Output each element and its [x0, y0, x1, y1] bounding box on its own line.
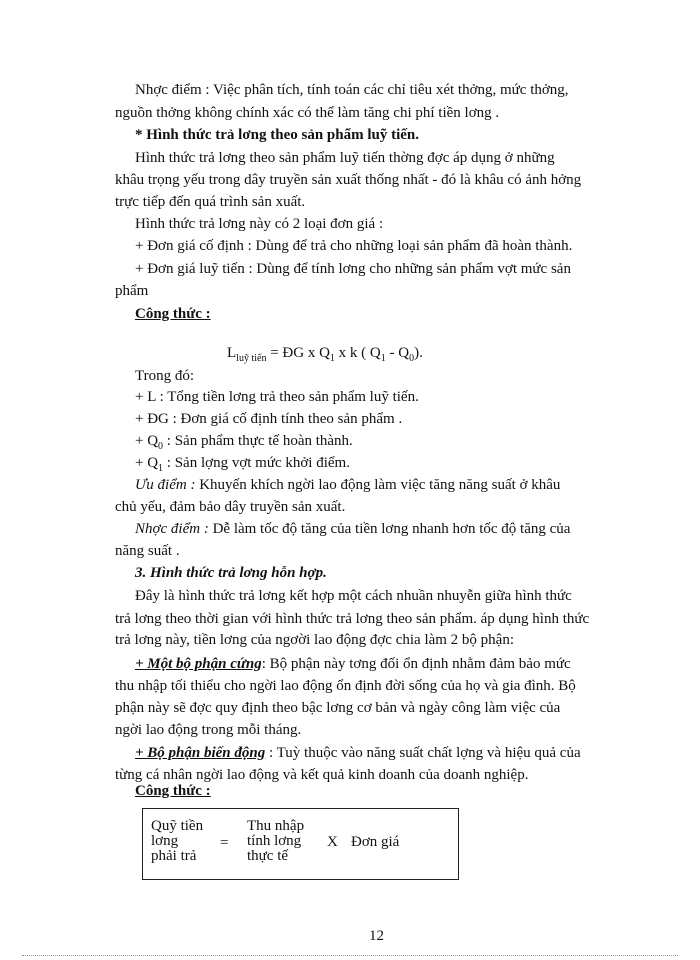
para-disadvantage-l1: Nhợc điểm : Việc phân tích, tính toán các chỉ tiêu xét thởng, mức thởng, [135, 82, 569, 98]
page-number: 12 [369, 928, 384, 944]
para-progressive-l3: trực tiếp đến quá trình sản xuất. [115, 194, 306, 210]
def-l: + L : Tổng tiền lơng trả theo sản phẩm luỹ tiến. [135, 389, 419, 405]
disadvantage2-l1: Nhợc điểm : Dễ làm tốc độ tăng của tiền lơng nhanh hơn tốc độ tăng của [135, 521, 571, 537]
box-left-2: lơng [151, 833, 179, 849]
para-mixed-l1: Đây là hình thức trả lơng kết hợp một cách nhuần nhuyễn giữa hình thức [135, 588, 572, 604]
variable-part-l1: + Bộ phận biến động : Tuỳ thuộc vào năng suất chất lợng và hiệu quả của [135, 745, 581, 761]
box-mid-1: Thu nhập [247, 818, 305, 834]
variable-part-l2: từng cá nhân ngời lao động và kết quả kinh doanh của doanh nghiệp. [115, 767, 529, 783]
def-dg: + ĐG : Đơn giá cố định tính theo sản phẩm . [135, 411, 403, 427]
formula-q1-sub: 1 [329, 353, 335, 364]
box-mid-3: thực tế [247, 848, 289, 864]
formula-l-sub: luỹ tiến [236, 353, 267, 364]
section-progressive-heading: * Hình thức trả lơng theo sản phẩm luỹ tiến. [135, 127, 420, 143]
where-label: Trong đó: [135, 368, 195, 384]
advantage-l2: chủ yếu, đảm bảo dây truyền sản xuất. [115, 499, 346, 515]
box-left-1: Quỹ tiền [151, 818, 204, 834]
formula-part1: = ĐG x Q [266, 345, 330, 361]
def-q0: + $Q_0$ : Sản phẩm thực tế hoàn thành. [135, 433, 353, 452]
para-mixed-l2: trả lơng theo thời gian với hình thức trả lơng theo sản phẩm. áp dụng hình thức [115, 611, 590, 627]
formula-box [142, 808, 459, 880]
formula-heading-2: Công thức : [135, 783, 211, 799]
footer-dotted-rule [22, 955, 678, 956]
para-progressive-l1: Hình thức trả lơng theo sản phẩm luỹ tiến thờng đợc áp dụng ở những [135, 150, 555, 166]
formula-part3: - Q [385, 345, 410, 361]
disadvantage2-l2: năng suất . [115, 543, 180, 559]
box-equals: = [220, 835, 229, 851]
fixed-part-l3: phận này sẽ đợc quy định theo bậc lơng cơ bản và ngày công làm việc của [115, 700, 561, 716]
bullet-progressive-price-l1: + Đơn giá luỹ tiến : Dùng để tính lơng cho những sản phẩm vợt mức sản [135, 261, 571, 277]
def-q1: + $Q_1$ : Sản lợng vợt mức khởi điểm. [135, 455, 350, 474]
formula-q0-sub: 0 [409, 353, 415, 364]
box-mid-2: tính lơng [247, 833, 302, 849]
formula-part4: ). [414, 345, 423, 361]
para-progressive-l2: khâu trọng yếu trong dây truyền sản xuất thống nhất - đó là khâu có ảnh hởng [115, 172, 582, 188]
bullet-progressive-price-l2: phẩm [115, 283, 149, 299]
formula-part2: x k ( Q [334, 345, 381, 361]
box-left-3: phải trả [151, 848, 197, 864]
para-unit-price-intro: Hình thức trả lơng này có 2 loại đơn giá : [135, 216, 384, 232]
fixed-part-l1: + Một bộ phận cứng: Bộ phận này tơng đối ổn định nhằm đảm bảo mức [135, 656, 571, 672]
formula-q1b-sub: 1 [380, 353, 386, 364]
box-right: Đơn giá [351, 834, 400, 850]
section-mixed-heading: 3. Hình thức trả lơng hỗn hợp. [135, 565, 327, 581]
para-disadvantage-l2: nguồn thởng không chính xác có thể làm tăng chi phí tiền lơng . [115, 105, 500, 121]
para-mixed-l3: trả lơng này, tiền lơng của ngơời lao động đợc chia làm 2 bộ phận: [115, 632, 515, 648]
fixed-part-l4: ngời lao động trong mỗi tháng. [115, 722, 302, 738]
box-times: X [327, 834, 338, 850]
formula-l: L [227, 345, 237, 361]
bullet-fixed-price: + Đơn giá cố định : Dùng để trả cho những loại sản phẩm đã hoàn thành. [135, 238, 573, 254]
formula-heading-1: Công thức : [135, 306, 211, 322]
advantage-l1: Ưu điểm : Khuyến khích ngời lao động làm việc tăng năng suất ở khâu [135, 477, 561, 493]
formula-progressive [227, 343, 423, 369]
fixed-part-l2: thu nhập tối thiểu cho ngời lao động ổn định đời sống của họ và gia đình. Bộ [115, 678, 576, 694]
